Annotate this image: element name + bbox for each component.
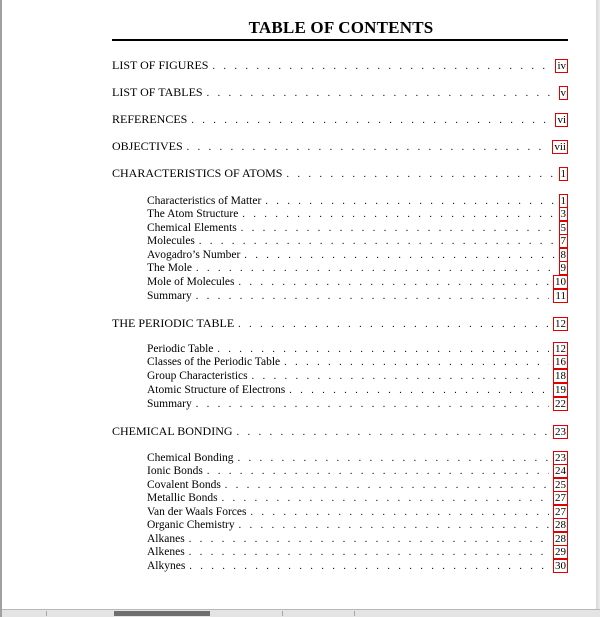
scrollbar-segment <box>2 611 47 616</box>
dot-leader <box>191 114 551 128</box>
dot-leader <box>239 519 549 533</box>
toc-entry-label: Molecules <box>147 235 195 247</box>
toc-subsection-entry[interactable] <box>147 221 568 235</box>
toc-section-entry[interactable] <box>112 58 568 72</box>
toc-subsection-entry[interactable] <box>147 451 568 465</box>
dot-leader <box>252 370 549 384</box>
page-number-link[interactable]: 27 <box>555 506 566 518</box>
toc-entry-label: Chemical Bonding <box>147 452 234 464</box>
page-number-link[interactable]: 28 <box>555 519 566 531</box>
page-number-link[interactable]: 16 <box>555 356 566 368</box>
toc-entry-label: Avogadro’s Number <box>147 249 241 261</box>
toc-subsection-entry[interactable] <box>147 369 568 383</box>
toc-entry-label: CHEMICAL BONDING <box>112 424 233 438</box>
page-number-link[interactable]: 22 <box>555 398 566 410</box>
page-number-link[interactable]: 27 <box>555 492 566 504</box>
toc-subsection-entry[interactable] <box>147 559 568 573</box>
toc-subsection-entry[interactable] <box>147 518 568 532</box>
dot-leader <box>212 60 551 74</box>
toc-entry-label: Characteristics of Matter <box>147 195 262 207</box>
page-number-link[interactable]: iv <box>557 60 566 72</box>
toc-section-entry[interactable] <box>112 166 568 180</box>
page-number-link[interactable]: 12 <box>555 318 566 330</box>
dot-leader <box>222 492 549 506</box>
toc-entry-label: REFERENCES <box>112 112 188 126</box>
page-number-link[interactable]: 23 <box>555 452 566 464</box>
toc-entry-label: OBJECTIVES <box>112 139 183 153</box>
page-number-link[interactable]: 3 <box>560 208 566 220</box>
dot-leader <box>289 384 549 398</box>
toc-subsection-entry[interactable] <box>147 355 568 369</box>
scrollbar-segment <box>282 611 355 616</box>
page-number-link[interactable]: 9 <box>560 262 566 274</box>
toc-entry-label: Periodic Table <box>147 343 214 355</box>
page-number-link[interactable]: vi <box>557 114 566 126</box>
toc-subsection-entry[interactable] <box>147 383 568 397</box>
toc-section-entry[interactable] <box>112 85 568 99</box>
dot-leader <box>196 398 549 412</box>
toc-entry-label: Ionic Bonds <box>147 465 203 477</box>
toc-subsection-entry[interactable] <box>147 261 568 275</box>
page-edge <box>596 0 600 610</box>
toc-subsection-entry[interactable] <box>147 289 568 303</box>
toc-entry-label: Metallic Bonds <box>147 492 218 504</box>
page-number-link[interactable]: 8 <box>560 249 566 261</box>
page-number-link[interactable]: 25 <box>555 479 566 491</box>
toc-entry-label: Covalent Bonds <box>147 479 221 491</box>
toc-subsection-entry[interactable] <box>147 491 568 505</box>
toc-subsection-entry[interactable] <box>147 275 568 289</box>
dot-leader <box>187 141 549 155</box>
page-number-link[interactable]: 1 <box>560 195 566 207</box>
toc-entry-label: CHARACTERISTICS OF ATOMS <box>112 166 283 180</box>
page-number-link[interactable]: 10 <box>555 276 566 288</box>
dot-leader <box>239 276 549 290</box>
dot-leader <box>199 235 555 249</box>
dot-leader <box>196 290 550 304</box>
dot-leader <box>284 356 549 370</box>
scrollbar-thumb[interactable] <box>114 611 210 616</box>
table-of-contents <box>2 0 600 600</box>
dot-leader <box>238 318 549 332</box>
toc-entry-label: Alkanes <box>147 533 185 545</box>
toc-entry-label: Van der Waals Forces <box>147 506 247 518</box>
dot-leader <box>237 426 549 440</box>
page-number-link[interactable]: 1 <box>560 168 566 180</box>
toc-entry-label: Chemical Elements <box>147 222 237 234</box>
toc-section-entry[interactable] <box>112 112 568 126</box>
dot-leader <box>196 262 554 276</box>
toc-entry-label: Alkenes <box>147 546 185 558</box>
dot-leader <box>189 546 549 560</box>
dot-leader <box>207 87 555 101</box>
toc-subsection-entry[interactable] <box>147 194 568 208</box>
toc-section-entry[interactable] <box>112 424 568 438</box>
page-number-link[interactable]: 7 <box>560 235 566 247</box>
toc-entry-label: Organic Chemistry <box>147 519 235 531</box>
dot-leader <box>286 168 554 182</box>
toc-entry-label: LIST OF TABLES <box>112 85 203 99</box>
dot-leader <box>207 465 549 479</box>
page-number-link[interactable]: 24 <box>555 465 566 477</box>
toc-entry-label: Group Characteristics <box>147 370 248 382</box>
page-number-link[interactable]: v <box>560 87 566 99</box>
toc-entry-label: Atomic Structure of Electrons <box>147 384 286 396</box>
toc-entry-label: THE PERIODIC TABLE <box>112 316 235 330</box>
page-number-link[interactable]: vii <box>554 141 566 153</box>
page-number-link[interactable]: 11 <box>555 290 566 302</box>
page-number-link[interactable]: 5 <box>560 222 566 234</box>
scrollbar-segment <box>210 611 283 616</box>
toc-subsection-entry[interactable] <box>147 342 568 356</box>
toc-section-entry[interactable] <box>112 316 568 330</box>
page-number-link[interactable]: 23 <box>555 426 566 438</box>
toc-entry-label: Alkynes <box>147 560 186 572</box>
toc-subsection-entry[interactable] <box>147 234 568 248</box>
toc-entry-label: The Atom Structure <box>147 208 239 220</box>
toc-subsection-entry[interactable] <box>147 397 568 411</box>
page-number-link[interactable]: 28 <box>555 533 566 545</box>
page-number-link[interactable]: 30 <box>555 560 566 572</box>
page-number-link[interactable]: 18 <box>555 370 566 382</box>
toc-subsection-entry[interactable] <box>147 248 568 262</box>
toc-subsection-entry[interactable] <box>147 207 568 221</box>
page-title: TABLE OF CONTENTS <box>248 18 434 37</box>
toc-section-entry[interactable] <box>112 139 568 153</box>
toc-entry-label: LIST OF FIGURES <box>112 58 209 72</box>
toc-subsection-entry[interactable] <box>147 532 568 546</box>
toc-entry-label: Mole of Molecules <box>147 276 235 288</box>
dot-leader <box>242 208 554 222</box>
dot-leader <box>189 560 549 574</box>
toc-entry-label: The Mole <box>147 262 193 274</box>
toc-entry-label: Summary <box>147 398 192 410</box>
horizontal-scrollbar[interactable] <box>2 609 600 617</box>
toc-subsection-entry[interactable] <box>147 505 568 519</box>
toc-entry-label: Classes of the Periodic Table <box>147 356 281 368</box>
page-number-link[interactable]: 19 <box>555 384 566 396</box>
toc-subsection-entry[interactable] <box>147 545 568 559</box>
page-number-link[interactable]: 29 <box>555 546 566 558</box>
toc-subsection-entry[interactable] <box>147 464 568 478</box>
toc-entry-label: Summary <box>147 290 192 302</box>
page-number-link[interactable]: 12 <box>555 343 566 355</box>
toc-subsection-entry[interactable] <box>147 478 568 492</box>
